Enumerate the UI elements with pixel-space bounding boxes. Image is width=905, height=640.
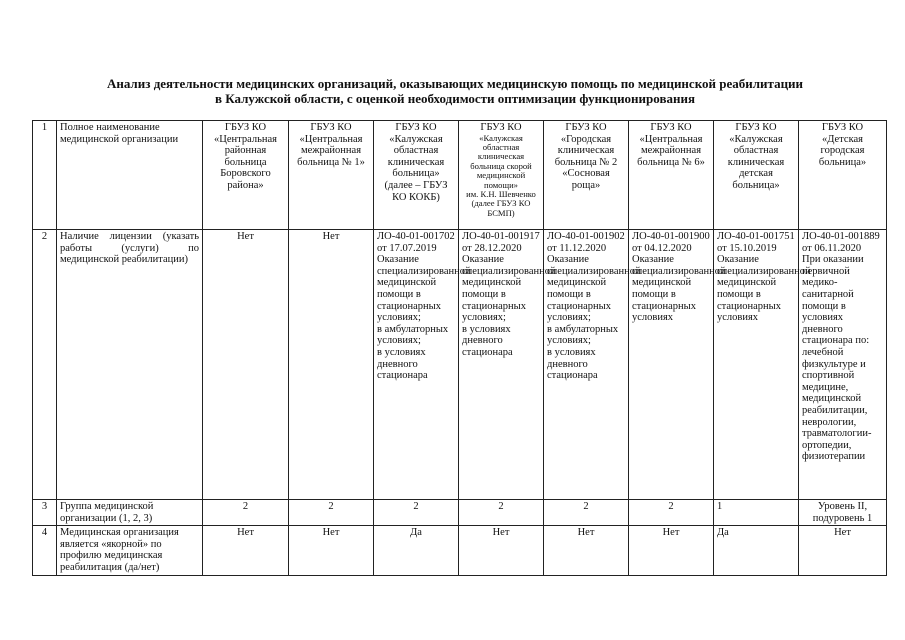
table-row-license xyxy=(33,230,887,500)
license-cell: ЛО-40-01-001702 от 17.07.2019 Оказание специализированной медицинской помощи в стационарных условиях; в амбулаторных условиях; в условиях дневного стационара xyxy=(374,230,459,500)
org-header-gkb2: ГБУЗ КО «Городская клиническая больница № 2 «Сосновая роща» xyxy=(544,121,629,230)
license-cell: ЛО-40-01-001902 от 11.12.2020 Оказание специализированной медицинской помощи в стационарных условиях; в амбулаторных условиях; в условиях дневного стационара xyxy=(544,230,629,500)
license-cell: ЛО-40-01-001900 от 04.12.2020 Оказание специализированной медицинской помощи в стационарных условиях xyxy=(629,230,714,500)
anchor-cell: Да xyxy=(714,526,799,575)
title-line-2: в Калужской области, с оценкой необходимости оптимизации функционирования xyxy=(215,91,695,106)
anchor-cell: Нет xyxy=(799,526,887,575)
row-label-anchor: Медицинская организация является «якорной» по профилю медицинская реабилитация (да/нет) xyxy=(57,526,203,575)
row-number: 4 xyxy=(33,526,57,575)
group-cell: 2 xyxy=(374,500,459,526)
title-line-1: Анализ деятельности медицинских организаций, оказывающих медицинскую помощь по медицинской реабилитации xyxy=(106,76,804,91)
org-header-kodkb: ГБУЗ КО «Калужская областная клиническая детская больница» xyxy=(714,121,799,230)
anchor-cell: Нет xyxy=(459,526,544,575)
org-header-bsmp xyxy=(459,121,544,230)
license-cell: ЛО-40-01-001751 от 15.10.2019 Оказание специализированной медицинской помощи в стационарных условиях xyxy=(714,230,799,500)
group-cell: 2 xyxy=(544,500,629,526)
group-cell: 1 xyxy=(714,500,799,526)
license-cell: Нет xyxy=(203,230,289,500)
row-label-group: Группа медицинской организации (1, 2, 3) xyxy=(57,500,203,526)
row-label-license: Наличие лицензии (указать работы (услуги) по медицинской реабилитации) xyxy=(57,230,203,500)
row-number: 1 xyxy=(33,121,57,230)
table-row-group xyxy=(33,500,887,526)
org-header-kokb: ГБУЗ КО «Калужская областная клиническая больница» (далее – ГБУЗ КО КОКБ) xyxy=(374,121,459,230)
org-header-bsmp-sub: «Калужская областная клиническая больница скорой медицинской помощи» им. К.Н. Шевченко (далее ГБУЗ КО БСМП) xyxy=(466,132,536,218)
group-cell: Уровень II, подуровень 1 xyxy=(799,500,887,526)
document-title xyxy=(60,76,850,106)
license-cell: Нет xyxy=(289,230,374,500)
org-header-dgb: ГБУЗ КО «Детская городская больница» xyxy=(799,121,887,230)
table-row-anchor xyxy=(33,526,887,575)
org-header-cmb6: ГБУЗ КО «Центральная межрайонная больница № 6» xyxy=(629,121,714,230)
org-header-cmb1: ГБУЗ КО «Центральная межрайонная больница № 1» xyxy=(289,121,374,230)
row-label-org-name: Полное наименование медицинской организации xyxy=(57,121,203,230)
anchor-cell: Нет xyxy=(544,526,629,575)
org-header-borovsk: ГБУЗ КО «Центральная районная больница Боровского района» xyxy=(203,121,289,230)
row-number: 3 xyxy=(33,500,57,526)
anchor-cell: Нет xyxy=(289,526,374,575)
group-cell: 2 xyxy=(289,500,374,526)
group-cell: 2 xyxy=(629,500,714,526)
anchor-cell: Нет xyxy=(203,526,289,575)
license-cell: ЛО-40-01-001889 от 06.11.2020 При оказании первичной медико-санитарной помощи в условиях дневного стационара по: лечебной физкультуре и спортивной медицине, медицинской реабилитации, неврологии, травматологии-ортопедии, физиотерапии xyxy=(799,230,887,500)
table-row-header xyxy=(33,121,887,230)
anchor-cell: Нет xyxy=(629,526,714,575)
group-cell: 2 xyxy=(203,500,289,526)
anchor-cell: Да xyxy=(374,526,459,575)
org-header-bsmp-name: ГБУЗ КО xyxy=(480,122,522,133)
row-number: 2 xyxy=(33,230,57,500)
license-cell: ЛО-40-01-001917 от 28.12.2020 Оказание специализированной медицинской помощи в стационарных условиях; в условиях дневного стационара xyxy=(459,230,544,500)
group-cell: 2 xyxy=(459,500,544,526)
analysis-table xyxy=(32,120,887,576)
